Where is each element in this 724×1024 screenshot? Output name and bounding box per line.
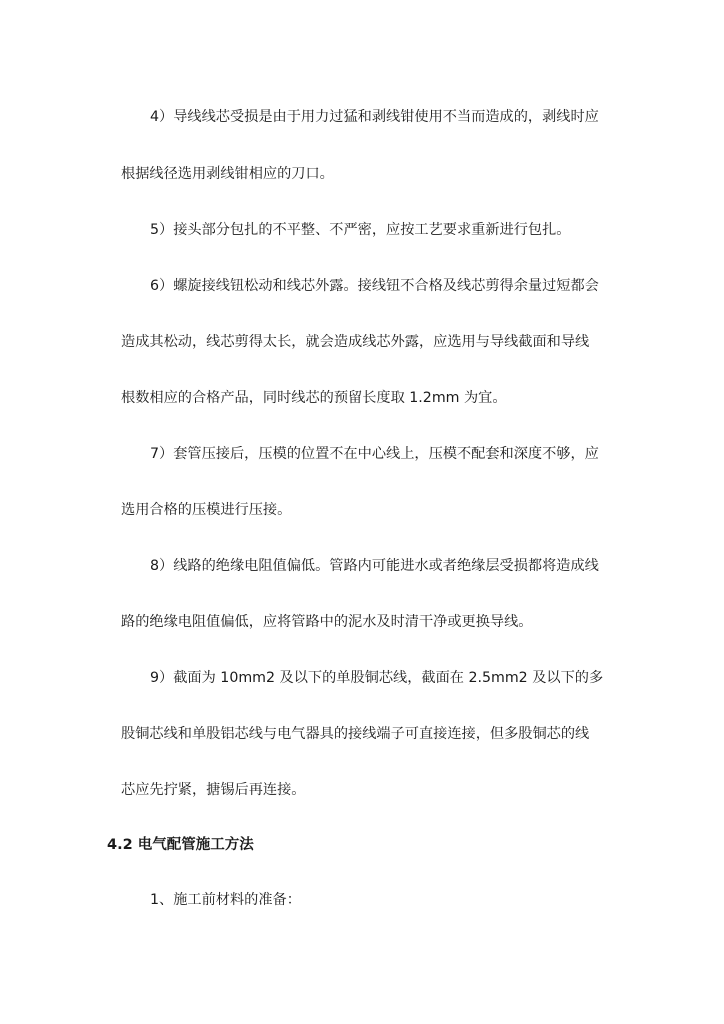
paragraph-7-line-1: 7）套管压接后，压模的位置不在中心线上，压模不配套和深度不够，应 [150,446,599,462]
paragraph-6-line-2: 造成其松动，线芯剪得太长，就会造成线芯外露，应选用与导线截面和导线 [121,334,590,350]
paragraph-5-line-1: 5）接头部分包扎的不平整、不严密，应按工艺要求重新进行包扎。 [150,222,571,238]
paragraph-9-line-1: 9）截面为 10mm2 及以下的单股铜芯线，截面在 2.5mm2 及以下的多 [150,670,604,686]
paragraph-4-line-2: 根据线径选用剥线钳相应的刀口。 [121,166,334,182]
paragraph-6-line-3: 根数相应的合格产品，同时线芯的预留长度取 1.2mm 为宜。 [121,390,507,406]
paragraph-6-line-1: 6）螺旋接线钮松动和线芯外露。接线钮不合格及线芯剪得余量过短都会 [150,278,599,294]
paragraph-9-line-3: 芯应先拧紧，搪锡后再连接。 [121,782,306,798]
paragraph-9-line-2: 股铜芯线和单股铝芯线与电气器具的接线端子可直接连接，但多股铜芯的线 [121,726,590,742]
paragraph-8-line-2: 路的绝缘电阻值偏低，应将管路中的泥水及时清干净或更换导线。 [121,614,533,630]
paragraph-8-line-1: 8）线路的绝缘电阻值偏低。管路内可能进水或者绝缘层受损都将造成线 [150,558,599,574]
paragraph-7-line-2: 选用合格的压模进行压接。 [121,502,292,518]
sub-item-materials: 1、施工前材料的准备： [150,892,301,908]
section-heading: 4.2 电气配管施工方法 [107,837,254,853]
paragraph-4-line-1: 4）导线线芯受损是由于用力过猛和剥线钳使用不当而造成的，剥线时应 [150,109,599,125]
